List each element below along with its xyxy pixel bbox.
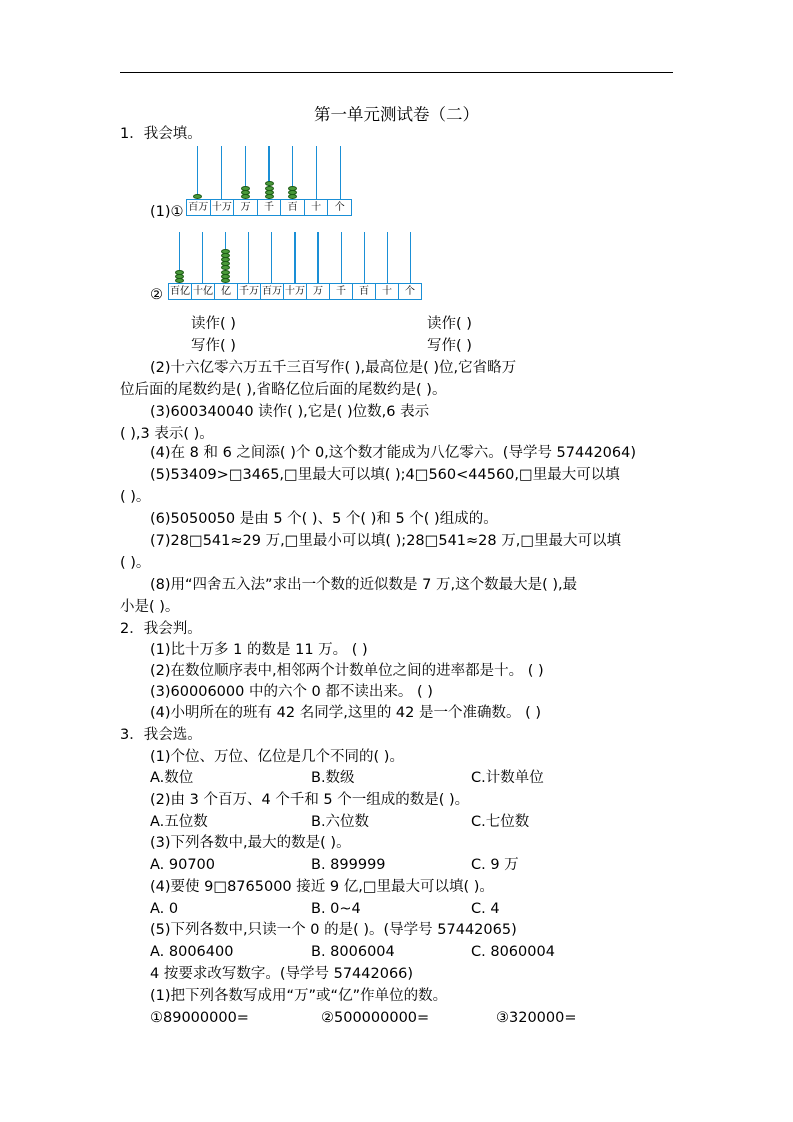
abacus-rod <box>387 232 388 283</box>
abacus-place-label: 十亿 <box>193 286 213 297</box>
choice-q4-a: A. 0 <box>150 901 179 917</box>
choice-q3-b: B. 899999 <box>311 857 386 873</box>
choice-q5-a: A. 8006400 <box>150 944 234 960</box>
abacus-rod <box>197 146 198 199</box>
abacus-place-label: 十万 <box>285 286 305 297</box>
choice-q5-c: C. 8060004 <box>471 944 555 960</box>
choice-q4: (4)要使 9□8765000 接近 9 亿,□里最大可以填( )。 <box>150 879 494 895</box>
abacus-rod <box>221 146 222 199</box>
section-1-heading: 1．我会填。 <box>120 126 202 142</box>
abacus-place-label: 十 <box>376 284 399 299</box>
choice-q5-b: B. 8006004 <box>311 944 395 960</box>
q5-line-2: ( )。 <box>120 489 151 505</box>
choice-q4-c: C. 4 <box>471 901 500 917</box>
rewrite-item-3: ③320000= <box>496 1010 577 1026</box>
abacus-rod <box>364 232 365 283</box>
choice-q1-a: A.数位 <box>150 770 194 786</box>
read-2: 读作( ) <box>427 316 472 332</box>
q7-line-2: ( )。 <box>120 555 151 571</box>
q5-line-1: (5)53409>□3465,□里最大可以填( );4□560<44560,□里最大可以填 <box>150 467 620 483</box>
q8-line-2: 小是( )。 <box>120 599 180 615</box>
choice-q1-b: B.数级 <box>311 770 355 786</box>
q7-line-1: (7)28□541≈29 万,□里最小可以填( );28□541≈28 万,□里最大可以填 <box>150 533 622 549</box>
write-2: 写作( ) <box>427 338 472 354</box>
abacus-place-label: 千 <box>330 284 353 299</box>
abacus-rod <box>316 146 317 199</box>
choice-q1: (1)个位、万位、亿位是几个不同的( )。 <box>150 749 404 765</box>
judge-q2: (2)在数位顺序表中,相邻两个计数单位之间的进率都是十。 ( ) <box>150 663 544 679</box>
choice-q5: (5)下列各数中,只读一个 0 的是( )。(导学号 57442065) <box>150 922 517 938</box>
abacus-base <box>186 199 352 216</box>
abacus-bead <box>265 186 274 191</box>
abacus-place-label: 百亿 <box>170 286 190 297</box>
abacus-place-label: 十万 <box>211 200 235 215</box>
abacus-place-label: 亿 <box>215 284 238 299</box>
rewrite-q1: (1)把下列各数写成用“万”或“亿”作单位的数。 <box>150 988 448 1004</box>
choice-q3-a: A. 90700 <box>150 857 216 873</box>
abacus-place-label: 个 <box>405 286 415 297</box>
abacus-rod <box>202 232 203 283</box>
choice-q3: (3)下列各数中,最大的数是( )。 <box>150 835 351 851</box>
abacus-2 <box>168 232 422 300</box>
section-2-heading: 2．我会判。 <box>120 621 202 637</box>
abacus-place-label: 百万 <box>262 286 282 297</box>
abacus-place-label: 个 <box>334 202 345 213</box>
abacus-place-label: 百 <box>353 284 376 299</box>
abacus-bead <box>221 249 230 254</box>
abacus-rod <box>341 232 342 283</box>
choice-q2-a: A.五位数 <box>150 814 208 830</box>
choice-q2: (2)由 3 个百万、4 个千和 5 个一组成的数是( )。 <box>150 792 470 808</box>
q3-line-2: ( ),3 表示( )。 <box>120 426 214 442</box>
abacus-base <box>168 283 422 300</box>
abacus-bead <box>241 186 250 191</box>
choice-q4-b: B. 0~4 <box>311 901 361 917</box>
write-1: 写作( ) <box>191 338 236 354</box>
abacus-bead <box>288 186 297 191</box>
abacus-rod <box>340 146 341 199</box>
abacus-place-label: 百 <box>281 200 305 215</box>
choice-q1-c: C.计数单位 <box>471 770 544 786</box>
abacus-place-label: 万 <box>307 284 330 299</box>
judge-q3: (3)60006000 中的六个 0 都不读出来。 ( ) <box>150 684 433 700</box>
abacus-bead <box>221 270 230 275</box>
abacus-place-label: 百万 <box>187 200 211 215</box>
judge-q4: (4)小明所在的班有 42 名同学,这里的 42 是一个准确数。 ( ) <box>150 705 542 721</box>
abacus-rod <box>294 232 295 283</box>
abacus-bead <box>175 270 184 275</box>
section-3-heading: 3．我会选。 <box>120 727 202 743</box>
abacus-1 <box>186 146 352 216</box>
rewrite-item-2: ②500000000= <box>321 1010 430 1026</box>
rewrite-item-1: ①89000000= <box>150 1010 249 1026</box>
abacus-place-label: 万 <box>234 200 258 215</box>
q2-line-2: 位后面的尾数约是( ),省略亿位后面的尾数约是( )。 <box>120 382 447 398</box>
abacus-place-label: 十 <box>305 200 329 215</box>
abacus-rod <box>317 232 318 283</box>
abacus-rod <box>271 232 272 283</box>
top-rule <box>120 72 673 73</box>
q1-label: (1)① <box>150 204 184 220</box>
q1b-label: ② <box>150 287 163 303</box>
abacus-rod <box>410 232 411 283</box>
q2-line-1: (2)十六亿零六万五千三百写作( ),最高位是( )位,它省略万 <box>150 360 517 376</box>
judge-q1: (1)比十万多 1 的数是 11 万。 ( ) <box>150 642 368 658</box>
q4: (4)在 8 和 6 之间添( )个 0,这个数才能成为八亿零六。(导学号 57442064) <box>150 445 637 461</box>
choice-q2-b: B.六位数 <box>311 814 370 830</box>
abacus-bead <box>221 265 230 270</box>
choice-q2-c: C.七位数 <box>471 814 530 830</box>
choice-q3-c: C. 9 万 <box>471 857 519 873</box>
abacus-rod <box>248 232 249 283</box>
section-4-heading: 4 按要求改写数字。(导学号 57442066) <box>150 966 414 982</box>
page-title: 第一单元测试卷（二） <box>314 105 479 124</box>
q6: (6)5050050 是由 5 个( )、5 个( )和 5 个( )组成的。 <box>150 511 498 527</box>
q3-line-1: (3)600340040 读作( ),它是( )位数,6 表示 <box>150 404 430 420</box>
q8-line-1: (8)用“四舍五入法”求出一个数的近似数是 7 万,这个数最大是( ),最 <box>150 577 578 593</box>
read-1: 读作( ) <box>191 316 236 332</box>
abacus-place-label: 千万 <box>239 286 259 297</box>
abacus-place-label: 千 <box>258 200 282 215</box>
